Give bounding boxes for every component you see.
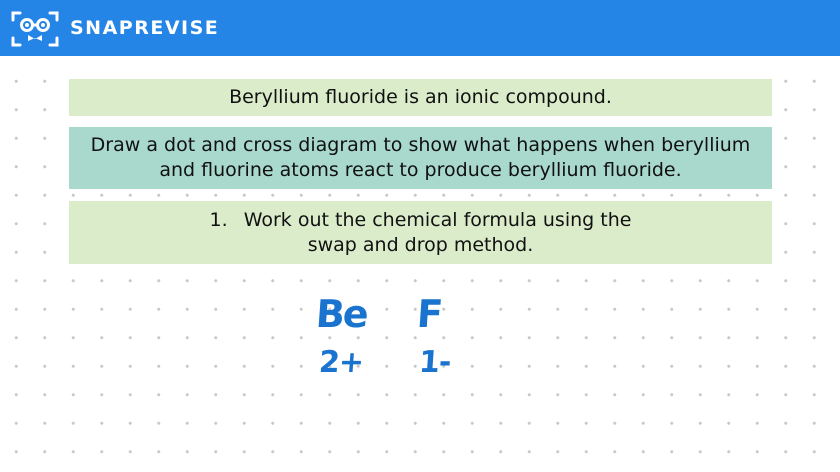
top-bar [0, 0, 840, 56]
step-number: 1. [209, 208, 228, 231]
task-text: Draw a dot and cross diagram to show what happens when beryllium and fluorine atoms react to produce beryllium fluoride. [90, 134, 751, 181]
brand-name[interactable]: SNAPREVISE [70, 17, 220, 39]
fluorine-charge: 1- [417, 345, 452, 380]
step-text-line-2: swap and drop method. [307, 233, 534, 256]
task-box [69, 127, 772, 189]
beryllium-charge: 2+ [317, 345, 365, 380]
beryllium-symbol: Be [314, 292, 369, 336]
step-line-1 [210, 208, 632, 233]
snaprevise-logo-icon[interactable] [11, 10, 59, 48]
step-content [210, 208, 632, 258]
step-box [69, 201, 772, 264]
step-text-line-1: Work out the chemical formula using the [243, 208, 632, 231]
fluorine-symbol: F [415, 292, 445, 336]
statement-box [69, 79, 772, 116]
statement-text: Beryllium fluoride is an ionic compound. [229, 86, 612, 108]
